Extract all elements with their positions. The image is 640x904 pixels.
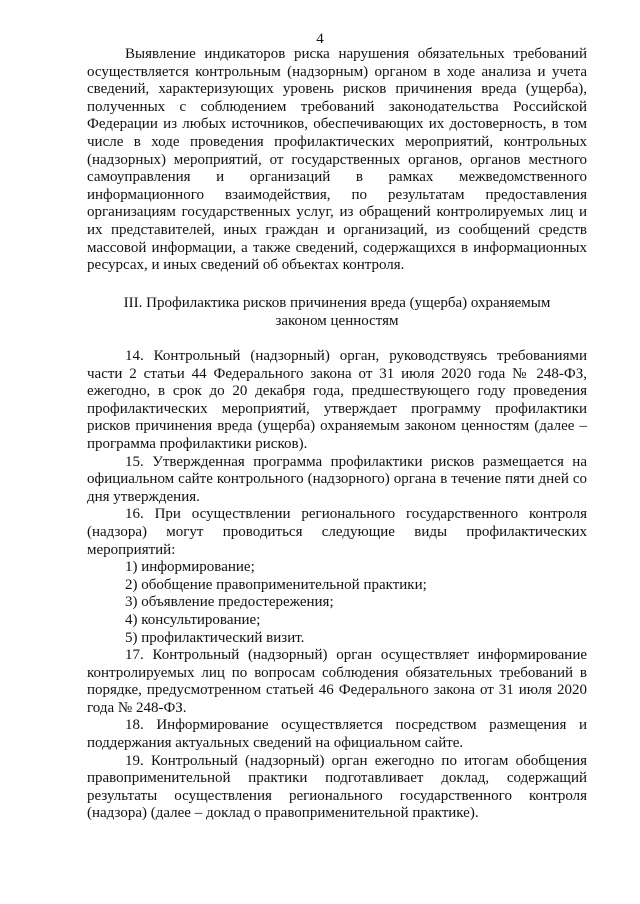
section-heading-line-2: законом ценностям — [275, 313, 399, 329]
list-item: 3) объявление предостережения; — [125, 594, 334, 611]
intro-paragraph: Выявление индикаторов риска нарушения обязательных требований осуществляется контрольным (надзорным) органом в ходе анализа и учета сведений, характеризующих уровень рисков причинения вреда (ущерба), полученных с соблюдением требований законодательства Российской Федерации из любых источников, обеспечивающих их достоверность, в том числе в ходе проведения профилактических мероприятий, контрольных (надзорных) мероприятий, от государственных органов, органов местного самоуправления и организаций в рамках межведомственного информационного взаимодействия, по результатам предоставления организациям государственных услуг, из обращений контролируемых лиц и их представителей, иных граждан и организаций, из сообщений средств массовой информации, а также сведений, содержащихся в информационных ресурсах, и иных сведений об объектах контроля. — [87, 46, 587, 274]
intro-block — [87, 46, 587, 275]
paragraph-19: 19. Контрольный (надзорный) орган ежегодно по итогам обобщения правоприменительной практики подготавливает доклад, содержащий результаты осуществления регионального государственного контроля (надзора) (далее – доклад о правоприменительной практике). — [87, 752, 587, 822]
section-heading — [87, 294, 587, 330]
paragraph-18: 18. Информирование осуществляется посредством размещения и поддержания актуальных сведений на официальном сайте. — [87, 717, 587, 752]
section-body — [87, 348, 587, 823]
paragraph-15: 15. Утвержденная программа профилактики рисков размещается на официальном сайте контрольного (надзорного) органа в течение пяти дней со дня утверждения. — [87, 453, 587, 505]
paragraph-17: 17. Контрольный (надзорный) орган осуществляет информирование контролируемых лиц по вопросам соблюдения обязательных требований в порядке, предусмотренном статьей 46 Федерального закона от 31 июля 2020 года № 248-ФЗ. — [87, 647, 587, 716]
paragraph-14: 14. Контрольный (надзорный) орган, руководствуясь требованиями части 2 статьи 44 Федерального закона от 31 июля 2020 года № 248-ФЗ, ежегодно, в срок до 20 декабря года, предшествующего году проведения профилактических мероприятий, утверждает программу профилактики рисков причинения вреда (ущерба) охраняемым законом ценностям (далее – программа профилактики рисков). — [87, 348, 587, 452]
list-item: 5) профилактический визит. — [125, 629, 305, 646]
list-item: 4) консультирование; — [125, 611, 261, 628]
section-heading-line-1: III. Профилактика рисков причинения вреда (ущерба) охраняемым — [123, 295, 551, 311]
measures-list — [87, 559, 587, 647]
page-number: 4 — [316, 31, 324, 47]
list-item: 2) обобщение правоприменительной практики; — [125, 576, 427, 593]
paragraph-16: 16. При осуществлении регионального государственного контроля (надзора) могут проводиться следующие виды профилактических мероприятий: — [87, 506, 587, 558]
list-item: 1) информирование; — [125, 559, 255, 576]
